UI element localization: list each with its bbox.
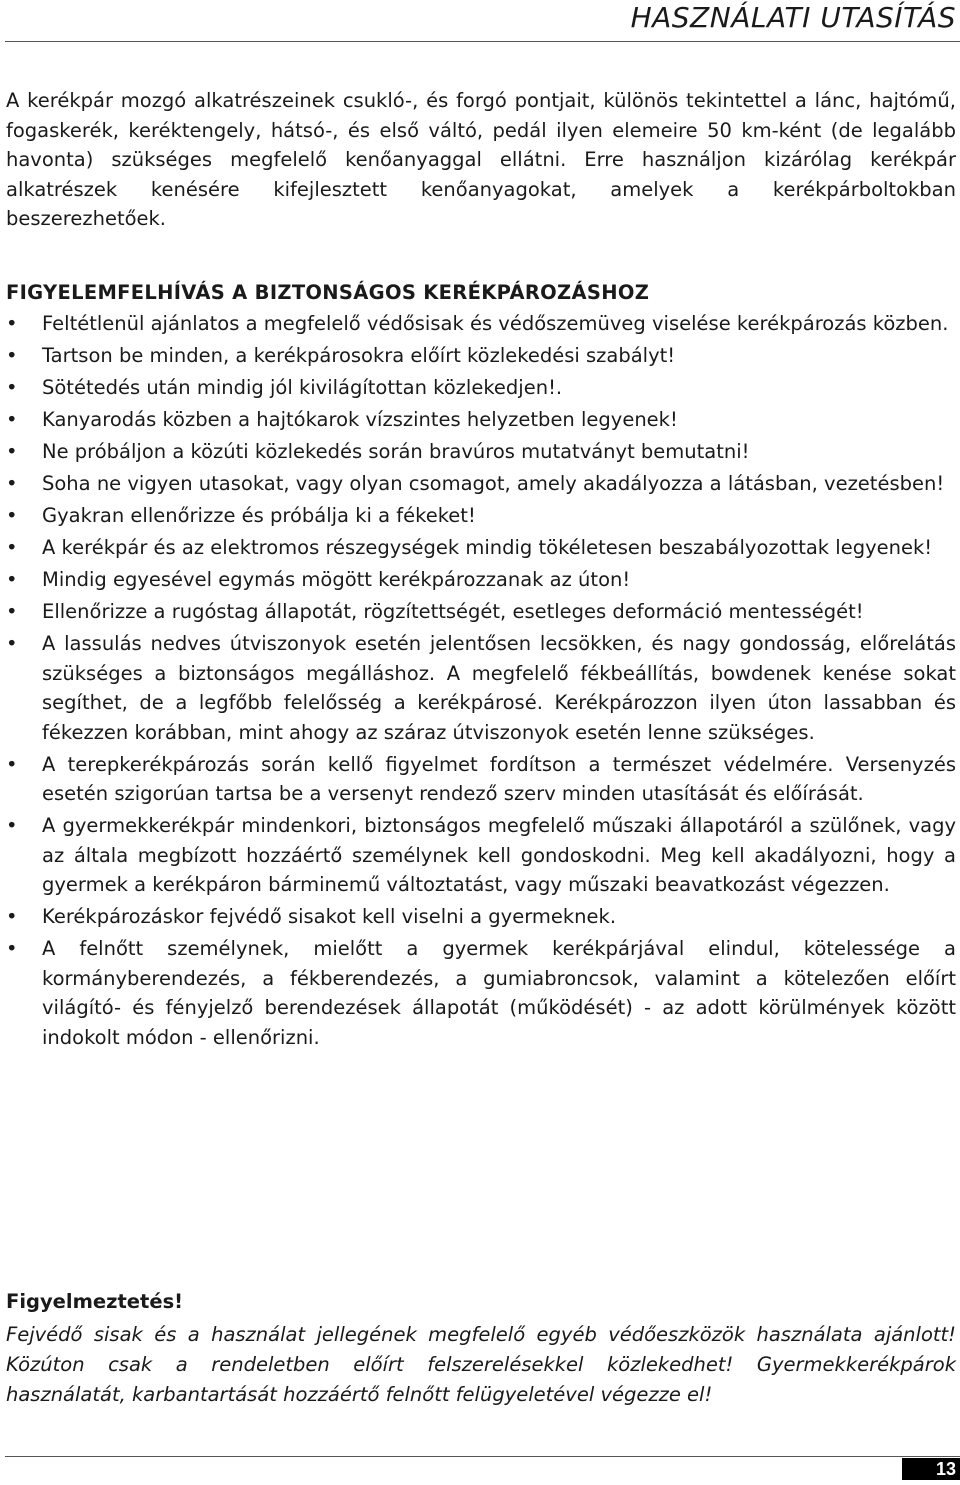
bullet-icon: •: [6, 376, 18, 399]
list-item: [6, 934, 956, 1052]
list-item-text: A kerékpár és az elektromos részegységek mindig tökéletesen beszabályozottak legyenek!: [42, 536, 933, 559]
bullet-icon: •: [6, 752, 18, 776]
safety-list: [6, 309, 956, 1055]
intro-paragraph: A kerékpár mozgó alkatrészeinek csukló-, és forgó pontjait, különös tekintettel a lánc, hajtómű, fogaskerék, keréktengely, hátsó-, és első váltó, pedál ilyen elemeire 50 km-ként (de legalább havonta) szükséges megfelelő kenőanyaggal ellátni. Erre használjon kizárólag kerékpár alkatrészek kenésére kifejlesztett kenőanyagokat, amelyek a kerékpárboltokban beszerezhetőek.: [6, 89, 956, 230]
list-item-text: Ne próbáljon a közúti közlekedés során bravúros mutatványt bemutatni!: [42, 440, 750, 463]
bullet-icon: •: [6, 937, 18, 960]
footer-divider: [5, 1456, 960, 1457]
list-item-text: Sötétedés után mindig jól kivilágítottan közlekedjen!.: [42, 376, 563, 399]
safety-section-title: FIGYELEMFELHÍVÁS A BIZTONSÁGOS KERÉKPÁROZÁSHOZ: [6, 281, 650, 304]
list-item: [6, 565, 956, 595]
list-item: [6, 750, 956, 809]
list-item-text: Gyakran ellenőrizze és próbálja ki a fékeket!: [42, 504, 476, 527]
bullet-icon: •: [6, 408, 18, 431]
list-item: [6, 469, 956, 499]
bullet-icon: •: [6, 440, 18, 463]
list-item: [6, 405, 956, 435]
bullet-icon: •: [6, 632, 18, 655]
page-header-title: HASZNÁLATI UTASÍTÁS: [630, 1, 956, 34]
bullet-icon: •: [6, 344, 18, 367]
list-item-text: Tartson be minden, a kerékpárosokra előírt közlekedési szabályt!: [42, 344, 676, 367]
bullet-icon: •: [6, 472, 18, 495]
list-item: [6, 597, 956, 627]
list-item-text: Mindig egyesével egymás mögött kerékpározzanak az úton!: [42, 568, 631, 591]
bullet-icon: •: [6, 814, 18, 837]
list-item-text: A gyermekkerékpár mindenkori, biztonságos megfelelő műszaki állapotáról a szülőnek, vagy az általa megbízott hozzáértő személynek kell gondoskodni. Meg kell akadályozni, hogy a gyermek a kerékpáron bárminemű változtatást, vagy műszaki beavatkozást végezzen.: [42, 814, 956, 896]
list-item: [6, 811, 956, 900]
list-item-text: Kanyarodás közben a hajtókarok vízszintes helyzetben legyenek!: [42, 408, 678, 431]
list-item-text: Feltétlenül ajánlatos a megfelelő védősisak és védőszemüveg viselése kerékpározás közben.: [42, 312, 949, 335]
list-item-text: Soha ne vigyen utasokat, vagy olyan csomagot, amely akadályozza a látásban, vezetésben!: [42, 472, 945, 495]
bullet-icon: •: [6, 905, 18, 928]
warning-text: Fejvédő sisak és a használat jellegének megfelelő egyéb védőeszközök használata ajánlott! Közúton csak a rendeletben előírt felszerelésekkel közlekedhet! Gyermekkerékpárok használatát, karbantartását hozzáértő felnőtt felügyeletével végezze el!: [6, 1323, 956, 1406]
list-item: [6, 629, 956, 747]
warning-title: Figyelmeztetés!: [6, 1290, 184, 1313]
list-item: [6, 501, 956, 531]
list-item-text: Ellenőrizze a rugóstag állapotát, rögzítettségét, esetleges deformáció mentességét!: [42, 600, 864, 623]
list-item: [6, 533, 956, 563]
bullet-icon: •: [6, 504, 18, 527]
list-item-text: A terepkerékpározás során kellő figyelmet fordítson a természet védelmére. Versenyzés esetén szigorúan tartsa be a versenyt rendező szerv minden utasítását és előírását.: [42, 752, 956, 805]
list-item: [6, 341, 956, 371]
list-item: [6, 902, 956, 932]
bullet-icon: •: [6, 312, 18, 335]
list-item-text: A lassulás nedves útviszonyok esetén jelentősen lecsökken, és nagy gondosság, előrelátás szükséges a biztonságos megálláshoz. A megfelelő fékbeállítás, bowdenek kenése sokat segíthet, de a legfőbb felelősség a kerékpárosé. Kerékpározzon ilyen úton lassabban és fékezzen korábban, mint ahogy az száraz útviszonyok esetén lenne szükséges.: [42, 632, 956, 744]
header-divider: [5, 41, 960, 42]
list-item: [6, 437, 956, 467]
bullet-icon: •: [6, 568, 18, 591]
bullet-icon: •: [6, 536, 18, 559]
list-item: [6, 309, 956, 339]
bullet-icon: •: [6, 600, 18, 623]
page-number-badge: 13: [902, 1458, 960, 1480]
list-item-text: Kerékpározáskor fejvédő sisakot kell viselni a gyermeknek.: [42, 905, 617, 928]
list-item-text: A felnőtt személynek, mielőtt a gyermek kerékpárjával elindul, kötelessége a kormányberendezés, a fékberendezés, a gumiabroncsok, valamint a kötelezően előírt világító- és fényjelző berendezések állapotát (működését) - az adott körülmények között indokolt módon - ellenőrizni.: [42, 937, 956, 1049]
list-item: [6, 373, 956, 403]
